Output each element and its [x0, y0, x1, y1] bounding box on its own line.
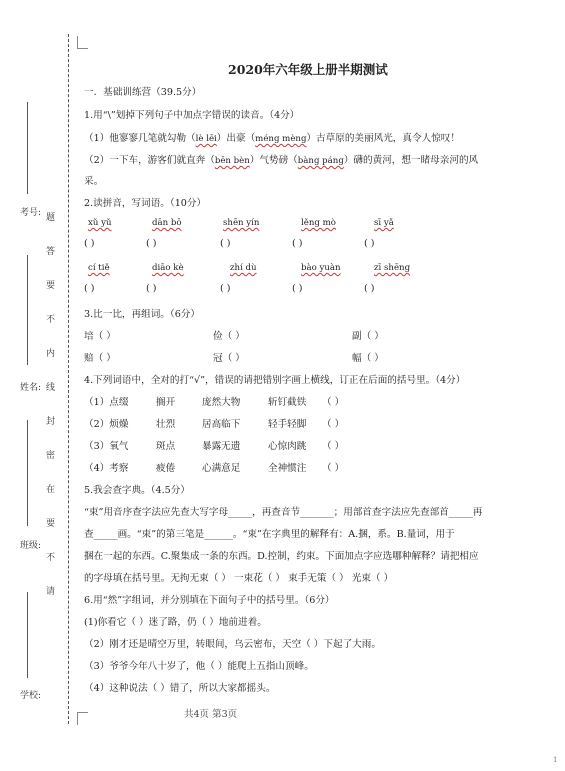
q2-blank[interactable]: ( ) — [220, 283, 231, 294]
q1-text: （1）他寥寥几笔就勾勒（ — [84, 133, 196, 144]
q2-blank[interactable]: ( ) — [364, 283, 375, 294]
q3-item: 俭（ ） — [213, 331, 245, 342]
q4-word: 斩钉截铁 — [268, 397, 307, 408]
q3-stem: 3.比一比，再组词。（6分） — [84, 309, 200, 320]
q4-answer-blank[interactable]: （ ） — [322, 419, 345, 430]
seal-char-3: 要 — [46, 281, 56, 291]
id-underline — [27, 102, 28, 194]
q4-word: （2）烦燥 — [84, 419, 129, 430]
q4-word: 斑点 — [156, 441, 176, 452]
seal-char-7: 封 — [46, 417, 56, 427]
seal-char-12: 请 — [46, 587, 56, 597]
binding-dashed-line — [68, 34, 69, 724]
id-label: 考号: — [20, 208, 42, 218]
q2-pinyin-9: bào yuàn — [301, 263, 341, 273]
q6-stem: 6.用“然”字组词，并分别填在下面句子中的括号里。（6分） — [84, 595, 335, 606]
q4-word: 搁开 — [156, 397, 176, 408]
seal-char-10: 要 — [46, 519, 56, 529]
q4-answer-blank[interactable]: （ ） — [322, 397, 345, 408]
q6-line-3: （3）爷爷今年八十岁了，他（ ）能爬上五指山顶峰。 — [84, 661, 314, 672]
school-underline — [27, 592, 28, 678]
class-underline — [27, 420, 28, 526]
q1-pinyin: bēn bèn — [214, 156, 250, 166]
page-title: 2020年六年级上册半期测试 — [228, 62, 388, 77]
q4-word: （4）考察 — [84, 463, 129, 474]
crop-mark-top — [77, 36, 88, 49]
q4-word: （1）点缀 — [84, 397, 129, 408]
q5-line-3: 捆在一起的东西。C.聚集成一条的东西。D.控制，约束。下面加点字应选哪种解释？请把相应 — [84, 551, 479, 562]
q5-line-1: “束”用音序查字法应先查大写字母_____，再查音节_______；用部首查字法应先查部首_____再 — [84, 507, 483, 518]
q2-pinyin-1: xǔ yǔ — [88, 218, 112, 228]
seal-char-4: 不 — [46, 315, 56, 325]
q4-word: 心惊肉跳 — [268, 441, 307, 452]
crop-mark-bottom — [77, 712, 88, 725]
q2-pinyin-10: zī shēng — [374, 263, 411, 273]
q4-word: 庞然大物 — [202, 397, 241, 408]
q2-blank[interactable]: ( ) — [292, 283, 303, 294]
q4-word: 壮烈 — [156, 419, 176, 430]
q1-text: ）出豪（ — [216, 133, 256, 144]
seal-char-6: 线 — [46, 383, 56, 393]
q4-answer-blank[interactable]: （ ） — [322, 441, 345, 452]
q6-line-2: （2）刚才还是晴空万里，转眼间，乌云密布，天空（ ）下起了大雨。 — [84, 639, 381, 650]
q4-word: 心满意足 — [202, 463, 241, 474]
q2-pinyin-2: dān bō — [152, 218, 182, 228]
q4-word: 暴露无遗 — [202, 441, 241, 452]
q1-pinyin: bàng páng — [297, 156, 344, 166]
page-footer: 共4页 第3页 — [184, 709, 238, 720]
q3-item: 副（ ） — [352, 331, 384, 342]
section-heading: 一．基础训练营（39.5分） — [84, 87, 202, 98]
q4-answer-blank[interactable]: （ ） — [322, 463, 345, 474]
q2-pinyin-3: shēn yín — [223, 218, 260, 228]
q1-pinyin: lè lēi — [195, 134, 217, 144]
q2-blank[interactable]: ( ) — [292, 238, 303, 249]
q3-item: 冠（ ） — [213, 353, 245, 364]
q1-line-1 — [84, 130, 460, 144]
q5-stem: 5.我会查字典。（4.5分） — [84, 485, 190, 496]
seal-char-11: 不 — [46, 553, 56, 563]
q4-word: 轻手轻脚 — [268, 419, 307, 430]
seal-char-5: 内 — [46, 349, 56, 359]
q1-text: ）古草原的美丽风光，真令人惊叹！ — [306, 133, 460, 144]
q6-line-4: （4）这种说法（ ）错了，所以大家都摇头。 — [84, 683, 276, 694]
q2-pinyin-5: sī yǎ — [374, 218, 394, 228]
q3-item: 赔（ ） — [84, 353, 116, 364]
q2-blank[interactable]: ( ) — [146, 283, 157, 294]
q6-line-1: (1)你看它（ ）迷了路，仍（ ）地前进着。 — [84, 617, 267, 628]
class-label: 班级: — [20, 541, 42, 551]
q4-word: 疲倦 — [156, 463, 176, 474]
q2-pinyin-8: zhí dù — [230, 263, 257, 273]
q1-text: ）气势磅（ — [249, 155, 298, 166]
page-number: 1 — [553, 756, 558, 764]
q2-pinyin-7: diāo kè — [152, 263, 184, 273]
q1-text: ）礴的黄河，想一睹母亲河的风 — [343, 155, 479, 166]
q1-line-2 — [84, 152, 478, 166]
q4-word: 全神惯注 — [268, 463, 307, 474]
q1-pinyin: méng mèng — [255, 134, 307, 144]
q5-line-2: 查_____画。“束”的第三笔是______。“束”在字典里的解释有：A.捆，系。B.量词，用于 — [84, 529, 455, 540]
q4-stem: 4.下列词语中，全对的打“√”，错误的请把错别字画上横线，订正在后面的括号里。（4分） — [84, 375, 466, 386]
seal-char-2: 答 — [46, 247, 56, 257]
q5-line-4: 的字母填在括号里。无拘无束（ ） 一束花（ ） 束手无策（ ） 光束（ ） — [84, 573, 394, 584]
name-underline — [27, 255, 28, 365]
seal-char-8: 密 — [46, 451, 56, 461]
q4-word: （3）氧气 — [84, 441, 129, 452]
q2-blank[interactable]: ( ) — [220, 238, 231, 249]
q1-text: （2）一下车，游客们就直奔（ — [84, 155, 215, 166]
q2-blank[interactable]: ( ) — [84, 238, 95, 249]
seal-char-1: 题 — [46, 213, 56, 223]
school-label: 学校: — [20, 691, 42, 701]
seal-char-9: 在 — [46, 485, 56, 495]
q2-blank[interactable]: ( ) — [364, 238, 375, 249]
q2-pinyin-6: cí tiě — [88, 263, 110, 273]
q1-line-3: 采。 — [84, 176, 104, 187]
q2-blank[interactable]: ( ) — [84, 283, 95, 294]
q2-blank[interactable]: ( ) — [146, 238, 157, 249]
q3-item: 幅（ ） — [352, 353, 384, 364]
q3-item: 培（ ） — [84, 331, 116, 342]
q4-word: 居高临下 — [202, 419, 241, 430]
q1-stem: 1.用“\”划掉下列句子中加点字错误的读音。（4分） — [84, 110, 300, 121]
name-label: 姓名: — [20, 383, 42, 393]
q2-pinyin-4: lěng mò — [301, 218, 336, 228]
q2-stem: 2.读拼音，写词语。（10分） — [84, 198, 207, 209]
